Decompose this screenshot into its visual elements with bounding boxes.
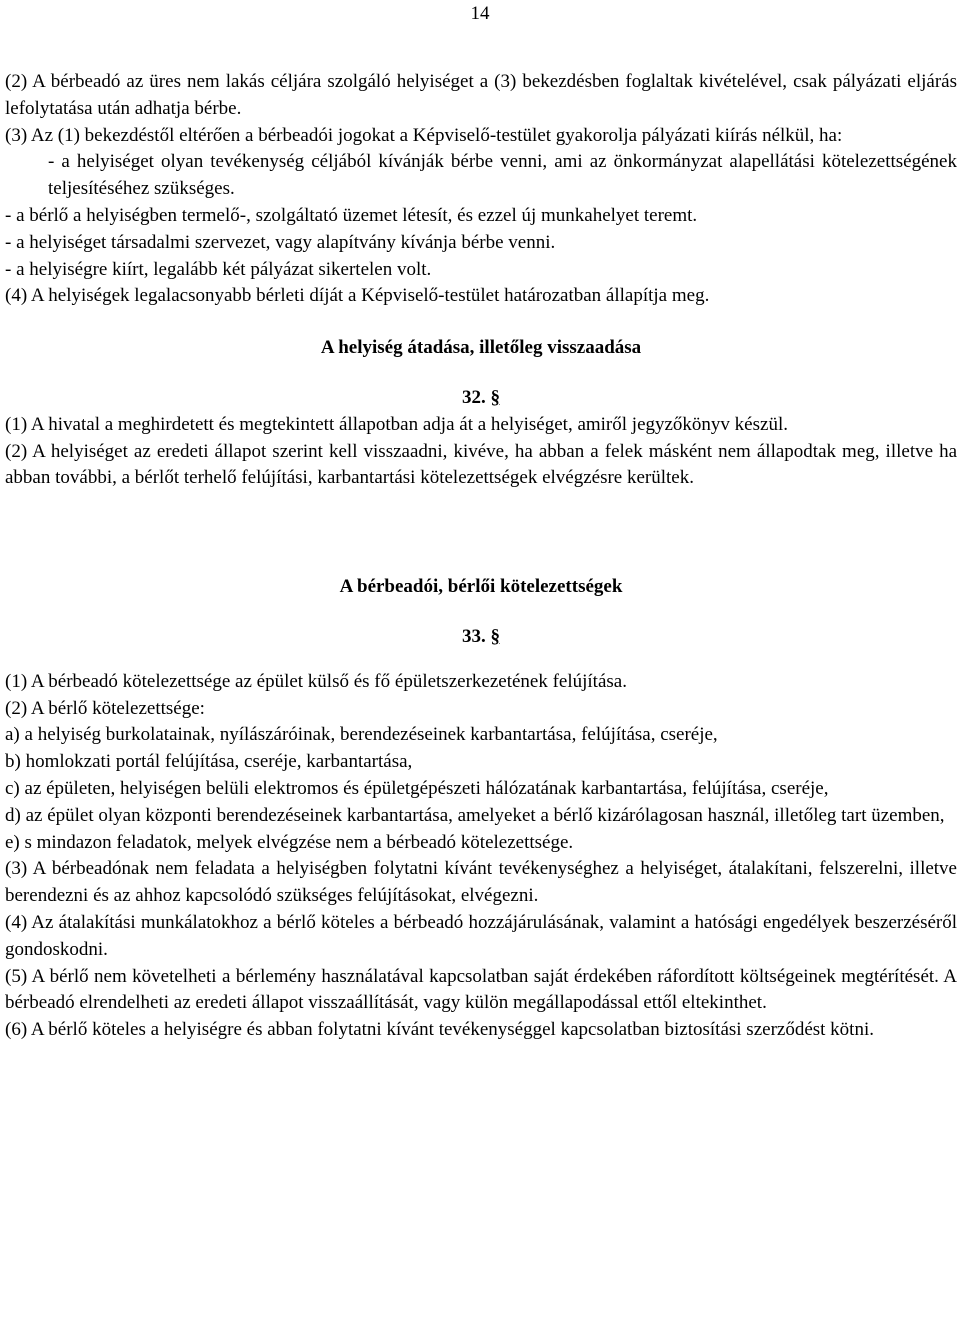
paragraph-3: (3) A bérbeadónak nem feladata a helyiségben folytatni kívánt tevékenységhez a helyiséget, átalakítani, felszerelni, illetve berendezni és az ahhoz kapcsolódó szükséges felújításokat, elvégezni. — [5, 858, 957, 907]
section-heading: A bérbeadói, bérlői kötelezettségek — [339, 576, 623, 598]
section-number — [5, 624, 957, 651]
section-mark: § — [490, 386, 500, 408]
paragraph-2: (2) A helyiséget az eredeti állapot szerint kell visszaadni, kivéve, ha abban a felek másként nem állapodtak meg, illetve ha abban további, a bérlőt terhelő felújítási, karbantartási kötelezettségek elvégzésre kerültek. — [5, 440, 957, 489]
paragraph-2: (2) A bérlő kötelezettsége: — [5, 697, 205, 719]
list-item: - a helyiséget olyan tevékenység céljából kívánják bérbe venni, ami az önkormányzat alapellátási kötelezettségének teljesítéséhez szükséges. — [48, 151, 957, 200]
section-heading: A helyiség átadása, illetőleg visszaadása — [320, 337, 642, 359]
list-item-a: a) a helyiség burkolatainak, nyílászáróinak, berendezéseinek karbantartása, felújítása, cseréje, — [5, 724, 718, 746]
list-item-c: c) az épületen, helyiségen belüli elektromos és épületgépészeti hálózatának karbantartása, felújítása, cseréje, — [5, 777, 829, 799]
list-item-b: b) homlokzati portál felújítása, cseréje, karbantartása, — [5, 751, 413, 773]
list-item: - a helyiséget társadalmi szervezet, vagy alapítvány kívánja bérbe venni. — [5, 231, 556, 253]
list-item-e: e) s mindazon feladatok, melyek elvégzése nem a bérbeadó kötelezettsége. — [5, 831, 574, 853]
paragraph-1: (1) A hivatal a meghirdetett és megtekintett állapotban adja át a helyiséget, amiről jegyzőkönyv készül. — [5, 413, 788, 435]
list-item: - a helyiségre kiírt, legalább két pályázat sikertelen volt. — [5, 258, 432, 280]
paragraph-2: (2) A bérbeadó az üres nem lakás céljára szolgáló helyiséget a (3) bekezdésben foglaltak kivételével, csak pályázati eljárás lefolytatása után adhatja bérbe. — [5, 71, 957, 119]
section-number-value: 33. — [462, 625, 486, 647]
page-number: 14 — [470, 3, 490, 24]
paragraph-4: (4) Az átalakítási munkálatokhoz a bérlő köteles a bérbeadó hozzájárulásának, valamint a hatósági engedélyek beszerzéséről gondoskodni. — [5, 911, 957, 960]
paragraph-3: (3) Az (1) bekezdéstől eltérően a bérbeadói jogokat a Képviselő-testület gyakorolja pályázati kiírás nélkül, ha: — [5, 124, 843, 146]
list-item: - a bérlő a helyiségben termelő-, szolgáltató üzemet létesít, és ezzel új munkahelyet teremt. — [5, 204, 698, 226]
paragraph-1: (1) A bérbeadó kötelezettsége az épület külső és fő épületszerkezetének felújítása. — [5, 670, 627, 692]
paragraph-5: (5) A bérlő nem követelheti a bérlemény használatával kapcsolatban saját érdekében ráfordított költségeinek megtérítését. A bérbeadó elrendelheti az eredeti állapot visszaállítását, vagy külön megállapodással ettől eltekinthet. — [5, 965, 957, 1014]
section-number — [5, 385, 957, 412]
document-body — [5, 69, 957, 1044]
paragraph-6: (6) A bérlő köteles a helyiségre és abban folytatni kívánt tevékenységgel kapcsolatban biztosítási szerződést kötni. — [5, 1019, 874, 1041]
paragraph-4: (4) A helyiségek legalacsonyabb bérleti díját a Képviselő-testület határozatban állapítja meg. — [5, 285, 710, 307]
section-mark: § — [490, 625, 500, 647]
list-item-d: d) az épület olyan központi berendezéseinek karbantartása, amelyeket a bérlő kizárólagosan használ, illetőleg tart üzemben, — [5, 804, 945, 826]
section-number-value: 32. — [462, 386, 486, 408]
